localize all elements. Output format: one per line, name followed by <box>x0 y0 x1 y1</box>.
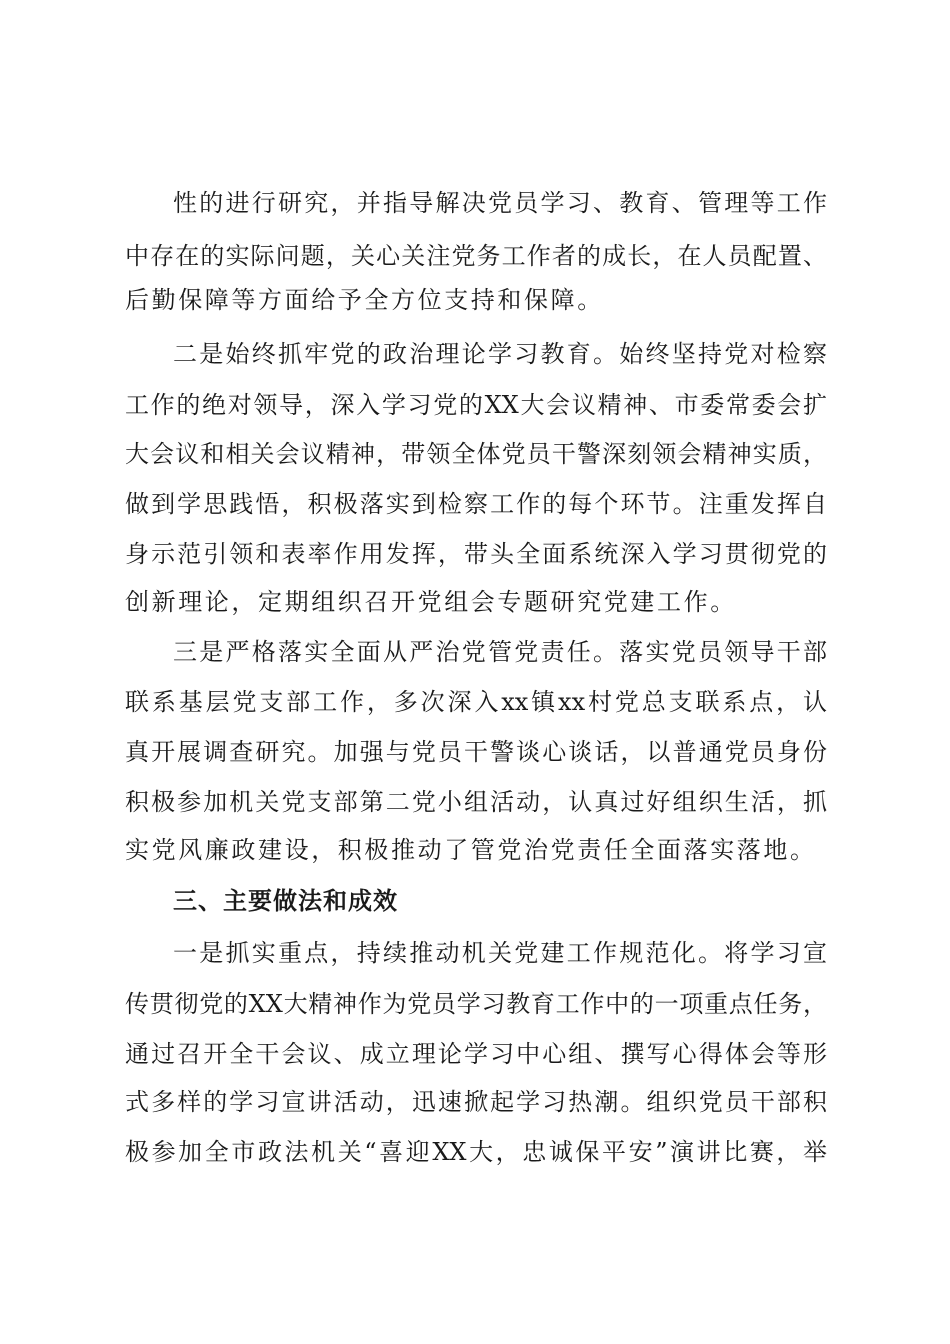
text-line: 后勤保障等方面给予全方位支持和保障。 <box>125 286 604 314</box>
text-line: 性的进行研究，并指导解决党员学习、教育、管理等工作 <box>173 189 827 217</box>
text-line: 通过召开全干会议、成立理论学习中心组、撰写心得体会等形 <box>125 1040 827 1068</box>
text-line: 大会议和相关会议精神，带领全体党员干警深刻领会精神实质， <box>125 440 827 468</box>
section-heading: 三、主要做法和成效 <box>173 887 398 915</box>
text-line: 传贯彻党的XX大精神作为党员学习教育工作中的一项重点任务， <box>125 990 827 1018</box>
text-line: 工作的绝对领导，深入学习党的XX大会议精神、市委常委会扩 <box>125 391 827 419</box>
text-line: 实党风廉政建设，积极推动了管党治党责任全面落实落地。 <box>125 836 817 864</box>
text-line: 一是抓实重点，持续推动机关党建工作规范化。将学习宣 <box>173 939 827 967</box>
text-line: 三是严格落实全面从严治党管党责任。落实党员领导干部 <box>173 638 827 666</box>
text-line: 做到学思践悟，积极落实到检察工作的每个环节。注重发挥自 <box>125 490 827 518</box>
text-line: 式多样的学习宣讲活动，迅速掀起学习热潮。组织党员干部积 <box>125 1088 827 1116</box>
text-line: 二是始终抓牢党的政治理论学习教育。始终坚持党对检察 <box>173 340 827 368</box>
text-line: 中存在的实际问题，关心关注党务工作者的成长，在人员配置、 <box>125 242 827 270</box>
text-line: 联系基层党支部工作，多次深入xx镇xx村党总支联系点，认 <box>125 688 827 716</box>
text-line: 身示范引领和表率作用发挥，带头全面系统深入学习贯彻党的 <box>125 540 827 568</box>
text-line: 极参加全市政法机关“喜迎XX大，忠诚保平安”演讲比赛，举 <box>125 1138 827 1166</box>
text-line: 积极参加机关党支部第二党小组活动，认真过好组织生活，抓 <box>125 788 827 816</box>
text-line: 真开展调查研究。加强与党员干警谈心谈话，以普通党员身份 <box>125 738 827 766</box>
text-line: 创新理论，定期组织召开党组会专题研究党建工作。 <box>125 588 737 616</box>
